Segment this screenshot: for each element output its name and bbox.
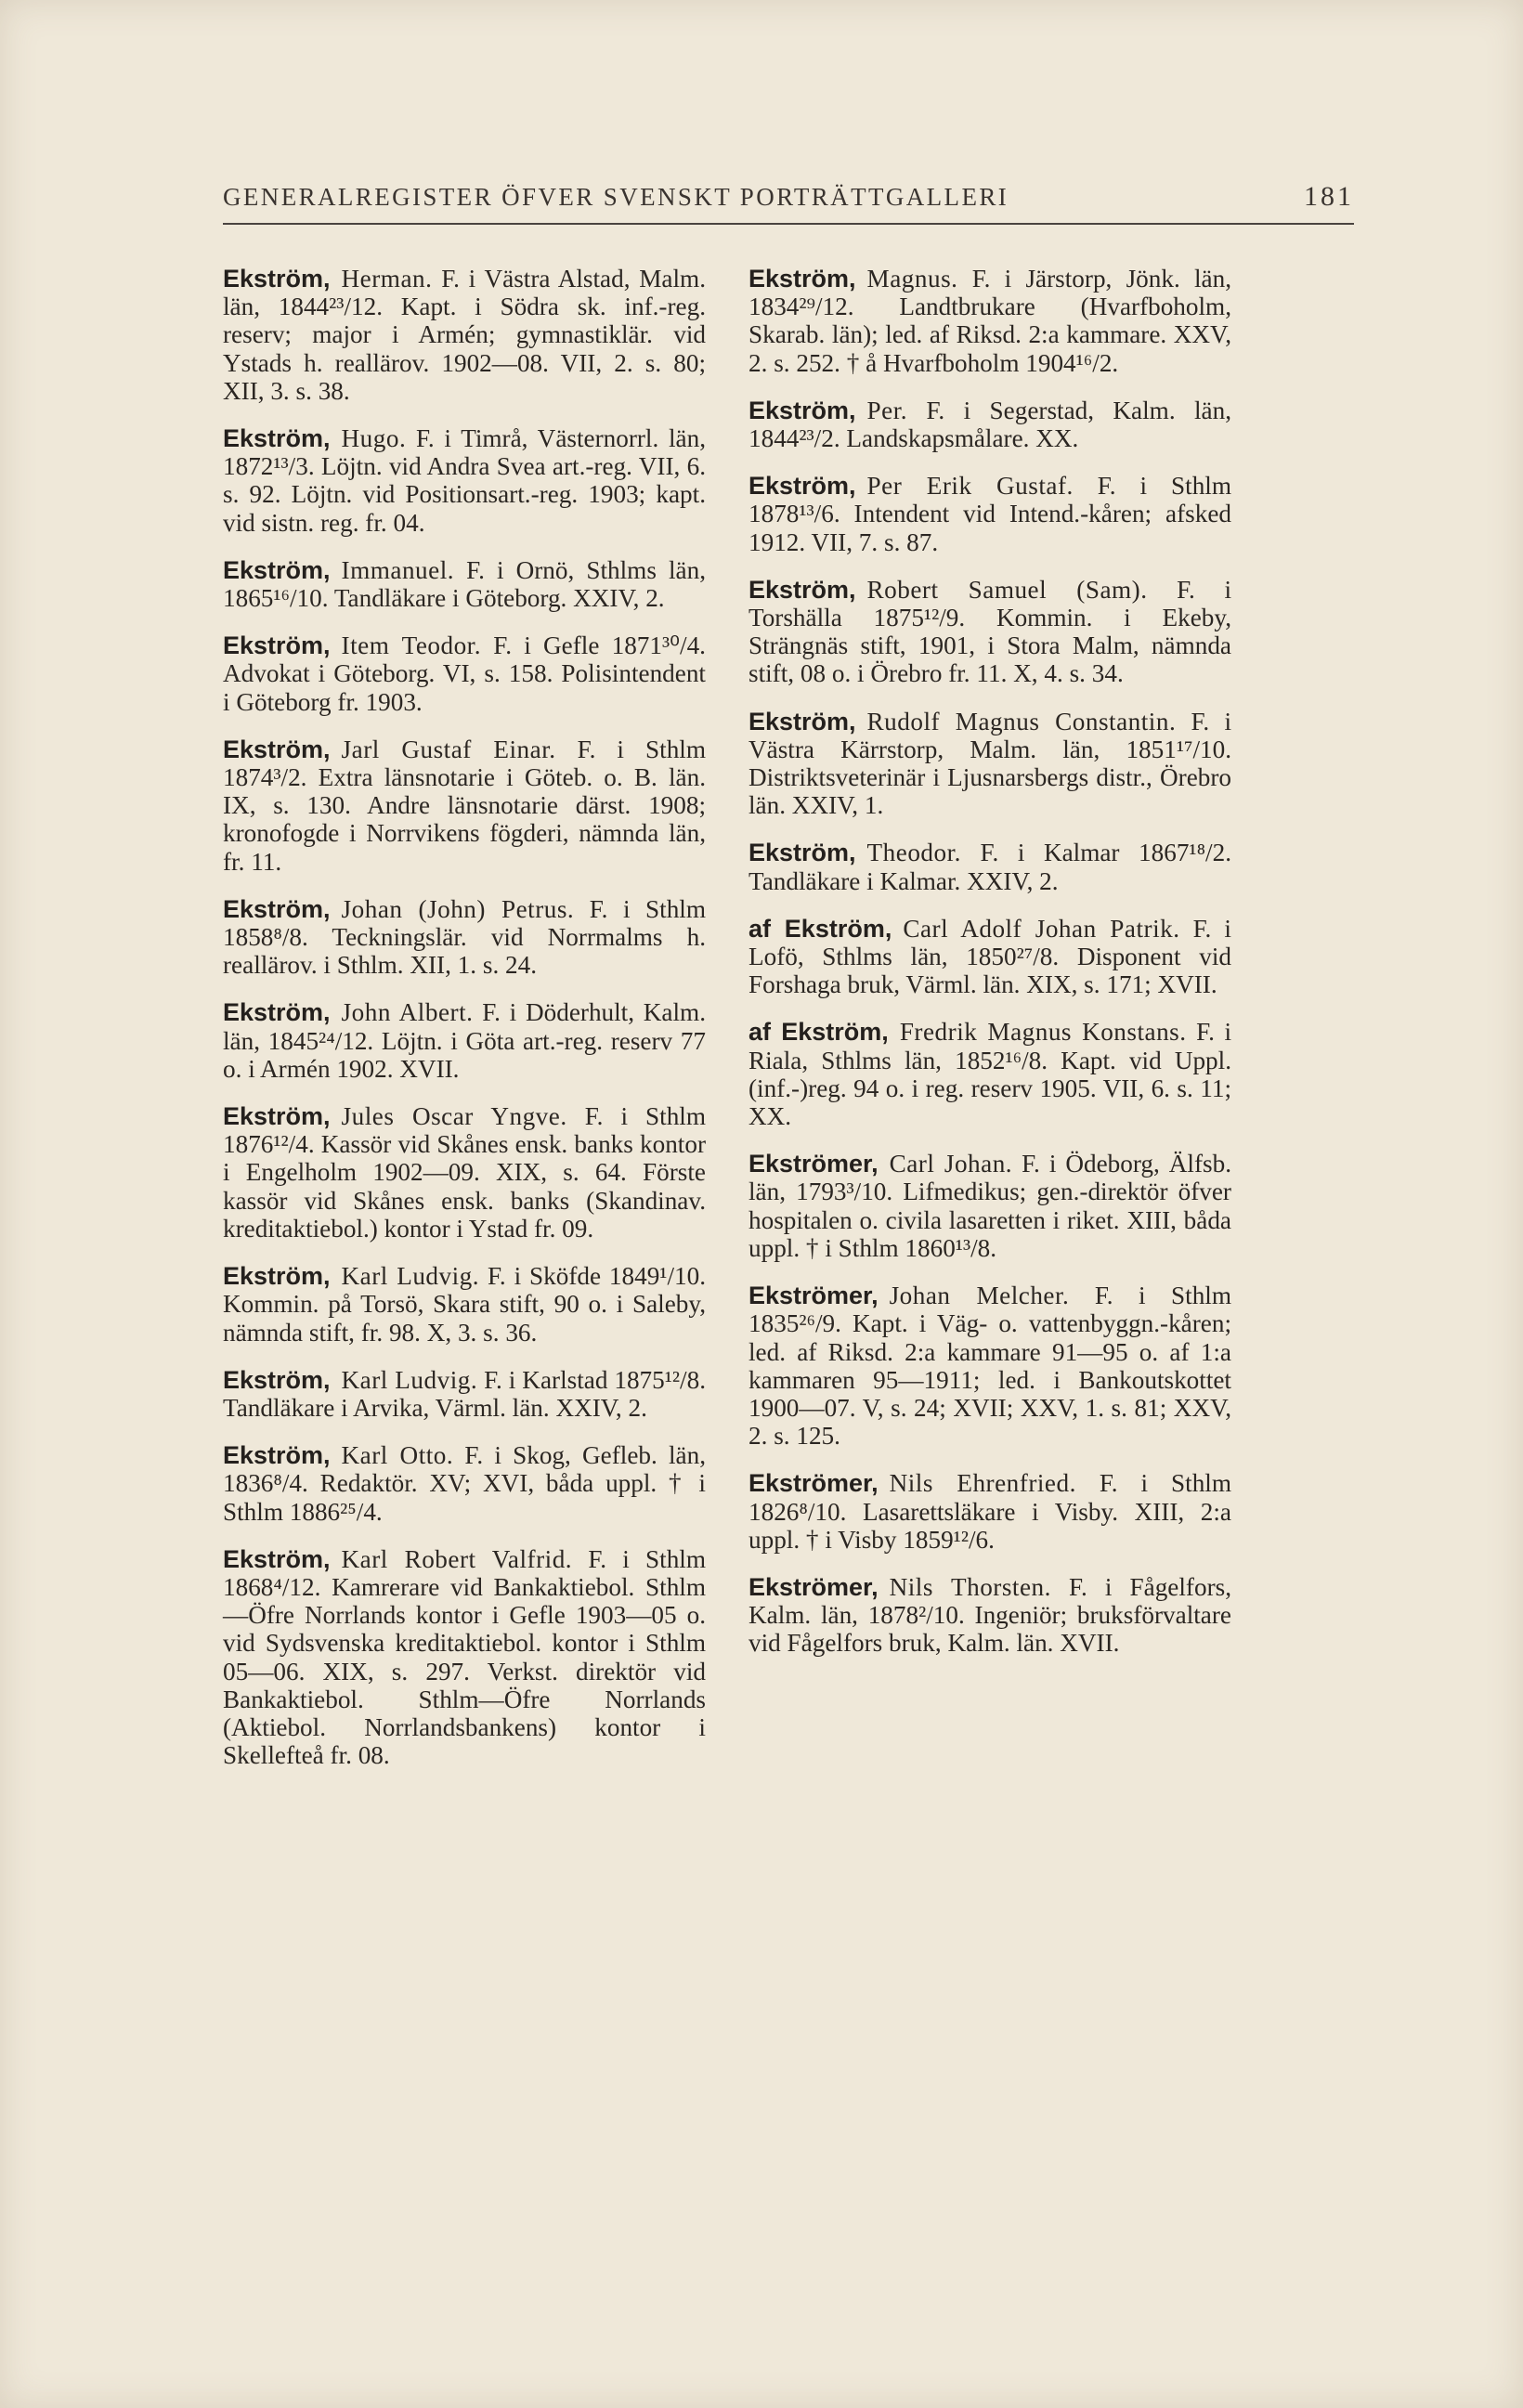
entry-text: F. i Järstorp, Jönk. län, 1834²⁹/12. Landtbrukare (Hvarfboholm, Skarab. län); led. af Riksd. 2:a kammare. XXV, 2. s. 252. † å Hvarfboholm 1904¹⁶/2. (748, 265, 1232, 377)
entry-given-names: Karl Ludvig. (341, 1365, 478, 1394)
register-entry (748, 265, 1231, 377)
header-title: GENERALREGISTER ÖFVER SVENSKT PORTRÄTTGALLERI (223, 183, 1009, 211)
left-column (223, 265, 706, 1789)
entry-given-names: Johan Melcher. (889, 1282, 1070, 1310)
entry-given-names: Rudolf Magnus Constantin. (866, 707, 1177, 735)
entry-surname: Ekström, (748, 265, 856, 293)
entry-given-names: Nils Thorsten. (889, 1572, 1051, 1601)
entry-text: F. i Sthlm 1874³/2. Extra länsnotarie i Göteb. o. B. län. IX, s. 130. Andre länsnotarie därst. 1908; kronofogde i Norrvikens fögderi, nämnda län, fr. 11. (223, 735, 706, 876)
entry-surname: Ekström, (748, 839, 856, 867)
entry-surname: Ekströmer, (748, 1469, 879, 1498)
register-entry (748, 472, 1231, 556)
entry-given-names: Herman. (341, 265, 433, 293)
register-entry (223, 265, 706, 405)
entry-given-names: John Albert. (341, 998, 474, 1027)
register-entry (748, 708, 1231, 820)
entry-given-names: Item Teodor. (341, 631, 482, 660)
entry-surname: Ekström, (223, 1441, 331, 1470)
register-entry (223, 895, 706, 980)
register-entry (748, 839, 1231, 894)
entry-given-names: Fredrik Magnus Konstans. (899, 1018, 1187, 1047)
entry-text: F. i Torshälla 1875¹²/9. Kommin. i Ekeby, Strängnäs stift, 1901, i Stora Malm, nämnda stift, 08 o. i Örebro fr. 11. X, 4. s. 34. (748, 575, 1231, 688)
entry-text: F. i Riala, Sthlms län, 1852¹⁶/8. Kapt. vid Uppl. (inf.-)reg. 94 o. i reg. reserv 1905. VII, 6. s. 11; XX. (748, 1018, 1231, 1131)
entry-surname: Ekström, (223, 265, 331, 293)
entry-text: F. i Sköfde 1849¹/10. Kommin. på Torsö, Skara stift, 90 o. i Saleby, nämnda stift, fr. 98. X, 3. s. 36. (223, 1262, 706, 1347)
register-entry (748, 576, 1231, 688)
entry-given-names: Carl Johan. (889, 1150, 1013, 1178)
register-entry (223, 424, 706, 537)
entry-surname: Ekström, (748, 707, 856, 735)
entry-surname: Ekström, (748, 396, 856, 424)
register-entry (223, 556, 706, 612)
entry-text: F. i Västra Kärrstorp, Malm. län, 1851¹⁷/10. Distriktsveterinär i Ljusnarsbergs distr., Örebro län. XXIV, 1. (748, 707, 1232, 820)
entry-text: F. i Sthlm 1826⁸/10. Lasarettsläkare i Visby. XIII, 2:a uppl. † i Visby 1859¹²/6. (748, 1469, 1232, 1554)
entry-text: F. i Ödeborg, Älfsb. län, 1793³/10. Lifmedikus; gen.-direktör öfver hospitalen o. civila lasaretten i riket. XIII, båda uppl. † i Sthlm 1860¹³/8. (748, 1150, 1231, 1262)
entry-surname: Ekström, (223, 1544, 331, 1573)
entry-text: F. i Sthlm 1858⁸/8. Teckningslär. vid Norrmalms h. reallärov. i Sthlm. XII, 1. s. 24. (223, 894, 707, 980)
register-entry (748, 1150, 1231, 1262)
entry-text: F. i Timrå, Västernorrl. län, 1872¹³/3. Löjtn. vid Andra Svea art.-reg. VII, 6. s. 92. Löjtn. vid Positionsart.-reg. 1903; kapt. vid sistn. reg. fr. 04. (223, 424, 707, 537)
entry-text: F. i Kalmar 1867¹⁸/2. Tandläkare i Kalmar. XXIV, 2. (748, 839, 1232, 895)
entry-surname: Ekström, (223, 998, 331, 1027)
right-column (748, 265, 1231, 1677)
entry-surname: af Ekström, (748, 914, 892, 943)
entry-text: F. i Skog, Gefleb. län, 1836⁸/4. Redaktör. XV; XVI, båda uppl. † i Sthlm 1886²⁵/4. (223, 1441, 706, 1526)
register-entry (748, 915, 1231, 999)
entry-text: F. i Sthlm 1868⁴/12. Kamrerare vid Bankaktiebol. Sthlm—Öfre Norrlands kontor i Gefle 1903—05 o. vid Sydsvenska kreditaktiebol. kontor i Sthlm 05—06. XIX, s. 297. Verkst. direktör vid Bankaktiebol. Sthlm—Öfre Norrlands (Aktiebol. Norrlandsbankens) kontor i Skellefteå fr. 08. (223, 1544, 707, 1770)
entry-surname: af Ekström, (748, 1018, 889, 1047)
entry-given-names: Per Erik Gustaf. (866, 472, 1074, 501)
entry-given-names: Karl Otto. (341, 1441, 454, 1470)
register-entry (748, 1282, 1231, 1450)
register-entry (748, 397, 1231, 452)
register-entry (223, 1441, 706, 1526)
entry-text: F. i Lofö, Sthlms län, 1850²⁷/8. Disponent vid Forshaga bruk, Värml. län. XIX, s. 171; XVII. (748, 914, 1231, 999)
entry-given-names: Theodor. (866, 839, 961, 867)
entry-text: F. i Sthlm 1878¹³/6. Intendent vid Intend.-kåren; afsked 1912. VII, 7. s. 87. (748, 472, 1231, 556)
register-entry (748, 1469, 1231, 1554)
entry-text: F. i Döderhult, Kalm. län, 1845²⁴/12. Löjtn. i Göta art.-reg. reserv 77 o. i Armén 1902. XVII. (223, 998, 706, 1083)
register-entry (223, 998, 706, 1083)
entry-text: F. i Gefle 1871³⁰/4. Advokat i Göteborg. VI, s. 158. Polisintendent i Göteborg fr. 1903. (223, 631, 706, 716)
entry-given-names: Robert Samuel (Sam). (866, 575, 1148, 604)
register-entry (748, 1018, 1231, 1130)
entry-surname: Ekström, (223, 735, 331, 763)
entry-given-names: Carl Adolf Johan Patrik. (903, 914, 1180, 943)
header-rule (223, 223, 1354, 225)
entry-surname: Ekström, (223, 1365, 331, 1394)
register-entry (223, 1262, 706, 1347)
entry-given-names: Nils Ehrenfried. (889, 1469, 1076, 1498)
entry-given-names: Per. (866, 396, 908, 424)
entry-given-names: Immanuel. (341, 555, 455, 584)
running-header (223, 181, 1354, 213)
register-entry (748, 1573, 1231, 1658)
entry-surname: Ekström, (223, 424, 331, 453)
entry-surname: Ekström, (223, 555, 331, 584)
entry-given-names: Magnus. (866, 265, 958, 293)
register-entry (223, 1102, 706, 1243)
entry-surname: Ekström, (223, 894, 331, 923)
entry-surname: Ekström, (223, 631, 331, 660)
register-entry (223, 631, 706, 716)
register-entry (223, 1545, 706, 1770)
entry-text: F. i Fågelfors, Kalm. län, 1878²/10. Ingeniör; bruksförvaltare vid Fågelfors bruk, Kalm. län. XVII. (748, 1572, 1231, 1658)
entry-text: F. i Segerstad, Kalm. län, 1844²³/2. Landskapsmålare. XX. (748, 396, 1232, 453)
entry-given-names: Johan (John) Petrus. (341, 894, 575, 923)
entry-text: F. i Sthlm 1835²⁶/9. Kapt. i Väg- o. vattenbyggn.-kåren; led. af Riksd. 2:a kammare 91—95 o. af 1:a kammaren 95—1911; led. i Bankoutskottet 1900—07. V, s. 24; XVII; XXV, 1. s. 81; XXV, 2. s. 125. (748, 1282, 1231, 1451)
entry-text: F. i Västra Alstad, Malm. län, 1844²³/12. Kapt. i Södra sk. inf.-reg. reserv; major i Armén; gymnastiklär. vid Ystads h. reallärov. 1902—08. VII, 2. s. 80; XII, 3. s. 38. (223, 265, 706, 405)
entry-text: F. i Sthlm 1876¹²/4. Kassör vid Skånes ensk. banks kontor i Engelholm 1902—09. XIX, s. 64. Förste kassör vid Skånes ensk. banks (Skandinav. kreditaktiebol.) kontor i Ystad fr. 09. (223, 1102, 706, 1243)
entry-surname: Ekströmer, (748, 1572, 879, 1601)
page-number: 181 (1304, 181, 1354, 212)
entry-given-names: Karl Robert Valfrid. (341, 1544, 573, 1573)
entry-surname: Ekströmer, (748, 1282, 879, 1310)
entry-given-names: Jarl Gustaf Einar. (341, 735, 556, 763)
entry-text: F. i Karlstad 1875¹²/8. Tandläkare i Arvika, Värml. län. XXIV, 2. (223, 1365, 706, 1422)
entry-surname: Ekströmer, (748, 1150, 879, 1178)
register-entry (223, 1366, 706, 1422)
entry-surname: Ekström, (748, 575, 856, 604)
entry-surname: Ekström, (223, 1102, 331, 1131)
entry-given-names: Hugo. (341, 424, 407, 453)
register-entry (223, 735, 706, 876)
entry-text: F. i Ornö, Sthlms län, 1865¹⁶/10. Tandläkare i Göteborg. XXIV, 2. (223, 555, 706, 613)
entry-given-names: Karl Ludvig. (341, 1262, 480, 1291)
entry-surname: Ekström, (748, 472, 856, 501)
entry-given-names: Jules Oscar Yngve. (341, 1102, 567, 1131)
entry-surname: Ekström, (223, 1262, 331, 1291)
